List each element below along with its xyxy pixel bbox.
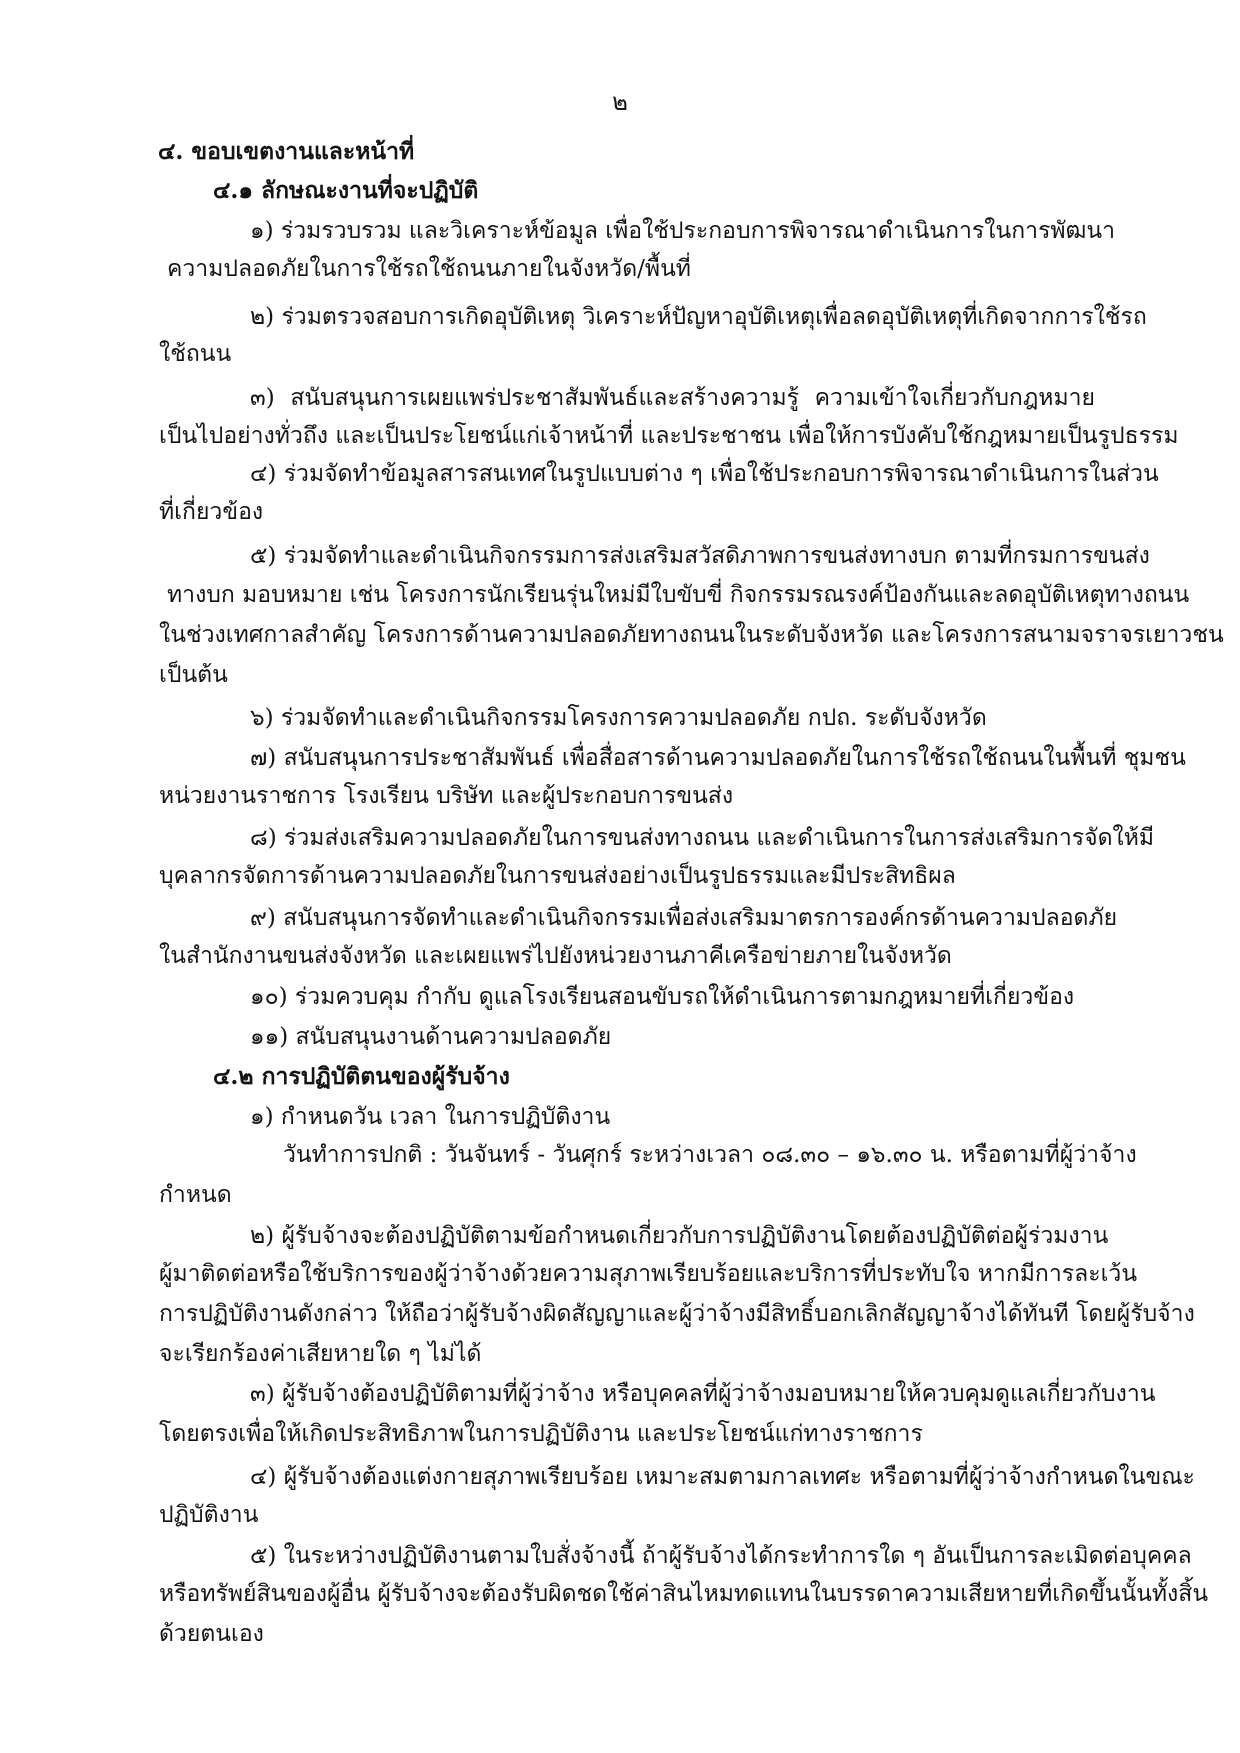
subsection-heading: ๔.๑ ลักษณะงานที่จะปฏิบัติ — [213, 177, 479, 204]
paragraph-line: หน่วยงานราชการ โรงเรียน บริษัท และผู้ประกอบการขนส่ง — [159, 783, 734, 809]
page-number: ๒ — [612, 88, 628, 116]
subsection-heading: ๔.๒ การปฏิบัติตนของผู้รับจ้าง — [213, 1063, 510, 1090]
paragraph-line: กำหนด — [159, 1182, 232, 1208]
paragraph-line: ๗) สนับสนุนการประชาสัมพันธ์ เพื่อสื่อสารด้านความปลอดภัยในการใช้รถใช้ถนนในพื้นที่ ชุมชน — [250, 745, 1186, 771]
paragraph-line: ๑๑) สนับสนุนงานด้านความปลอดภัย — [250, 1024, 612, 1050]
paragraph-line: หรือทรัพย์สินของผู้อื่น ผู้รับจ้างจะต้องรับผิดชดใช้ค่าสินไหมทดแทนในบรรดาความเสียหายที่เกิดขึ้นนั้นทั้งสิ้น — [159, 1581, 1209, 1607]
paragraph-line: ความปลอดภัยในการใช้รถใช้ถนนภายในจังหวัด/พื้นที่ — [167, 256, 691, 282]
paragraph-line: ในสำนักงานขนส่งจังหวัด และเผยแพร่ไปยังหน่วยงานภาคีเครือข่ายภายในจังหวัด — [159, 943, 952, 969]
paragraph-line: ๒) ผู้รับจ้างจะต้องปฏิบัติตามข้อกำหนดเกี่ยวกับการปฏิบัติงานโดยต้องปฏิบัติต่อผู้ร่วมงาน — [250, 1223, 1109, 1249]
paragraph-line: ๒) ร่วมตรวจสอบการเกิดอุบัติเหตุ วิเคราะห์ปัญหาอุบัติเหตุเพื่อลดอุบัติเหตุที่เกิดจากการใช้รถ — [250, 304, 1147, 330]
paragraph-line: ๓) สนับสนุนการเผยแพร่ประชาสัมพันธ์และสร้างความรู้ ความเข้าใจเกี่ยวกับกฎหมาย — [250, 385, 1095, 411]
paragraph-line: ๑) กำหนดวัน เวลา ในการปฏิบัติงาน — [250, 1104, 611, 1130]
paragraph-line: ปฏิบัติงาน — [159, 1502, 259, 1528]
paragraph-line: ผู้มาติดต่อหรือใช้บริการของผู้ว่าจ้างด้วยความสุภาพเรียบร้อยและบริการที่ประทับใจ หากมีการละเว้น — [159, 1261, 1138, 1287]
paragraph-line: โดยตรงเพื่อให้เกิดประสิทธิภาพในการปฏิบัติงาน และประโยชน์แก่ทางราชการ — [159, 1421, 923, 1447]
paragraph-line: ๔) ร่วมจัดทำข้อมูลสารสนเทศในรูปแบบต่าง ๆ เพื่อใช้ประกอบการพิจารณาดำเนินการในส่วน — [250, 461, 1159, 487]
paragraph-line: การปฏิบัติงานดังกล่าว ให้ถือว่าผู้รับจ้างผิดสัญญาและผู้ว่าจ้างมีสิทธิ์บอกเลิกสัญญาจ้างได้ทันที โดยผู้รับจ้าง — [159, 1301, 1195, 1327]
paragraph-line: เป็นต้น — [159, 662, 228, 688]
paragraph-line: ด้วยตนเอง — [159, 1621, 264, 1647]
paragraph-line: ในช่วงเทศกาลสำคัญ โครงการด้านความปลอดภัยทางถนนในระดับจังหวัด และโครงการสนามจราจรเยาวชน — [159, 622, 1224, 648]
paragraph-line: ๕) ในระหว่างปฏิบัติงานตามใบสั่งจ้างนี้ ถ้าผู้รับจ้างได้กระทำการใด ๆ อันเป็นการละเมิดต่อบุคคล — [250, 1543, 1192, 1569]
paragraph-line: ๓) ผู้รับจ้างต้องปฏิบัติตามที่ผู้ว่าจ้าง หรือบุคคลที่ผู้ว่าจ้างมอบหมายให้ควบคุมดูแลเกี่ยวกับงาน — [250, 1381, 1156, 1407]
paragraph-line: ที่เกี่ยวข้อง — [159, 499, 264, 525]
paragraph-line: ๑) ร่วมรวบรวม และวิเคราะห์ข้อมูล เพื่อใช้ประกอบการพิจารณาดำเนินการในการพัฒนา — [250, 218, 1115, 244]
paragraph-line: ๘) ร่วมส่งเสริมความปลอดภัยในการขนส่งทางถนน และดำเนินการในการส่งเสริมการจัดให้มี — [250, 825, 1155, 851]
paragraph-line: ๑๐) ร่วมควบคุม กำกับ ดูแลโรงเรียนสอนขับรถให้ดำเนินการตามกฎหมายที่เกี่ยวข้อง — [250, 984, 1075, 1010]
paragraph-line: ๔) ผู้รับจ้างต้องแต่งกายสุภาพเรียบร้อย เหมาะสมตามกาลเทศะ หรือตามที่ผู้ว่าจ้างกำหนดในขณะ — [250, 1464, 1195, 1490]
paragraph-line: จะเรียกร้องค่าเสียหายใด ๆ ไม่ได้ — [159, 1341, 482, 1367]
paragraph-line: ใช้ถนน — [159, 341, 232, 367]
paragraph-line: ทางบก มอบหมาย เช่น โครงการนักเรียนรุ่นใหม่มีใบขับขี่ กิจกรรมรณรงค์ป้องกันและลดอุบัติเหตุทางถนน — [167, 582, 1190, 608]
section-heading: ๔. ขอบเขตงานและหน้าที่ — [158, 138, 415, 165]
paragraph-line: บุคลากรจัดการด้านความปลอดภัยในการขนส่งอย่างเป็นรูปธรรมและมีประสิทธิผล — [159, 863, 956, 889]
paragraph-line: วันทำการปกติ : วันจันทร์ - วันศุกร์ ระหว่างเวลา ๐๘.๓๐ – ๑๖.๓๐ น. หรือตามที่ผู้ว่าจ้าง — [283, 1142, 1137, 1168]
paragraph-line: เป็นไปอย่างทั่วถึง และเป็นประโยชน์แก่เจ้าหน้าที่ และประชาชน เพื่อให้การบังคับใช้กฎหมายเป็นรูปธรรม — [159, 423, 1179, 449]
paragraph-line: ๕) ร่วมจัดทำและดำเนินกิจกรรมการส่งเสริมสวัสดิภาพการขนส่งทางบก ตามที่กรมการขนส่ง — [250, 543, 1150, 569]
paragraph-line: ๖) ร่วมจัดทำและดำเนินกิจกรรมโครงการความปลอดภัย กปถ. ระดับจังหวัด — [250, 705, 987, 731]
paragraph-line: ๙) สนับสนุนการจัดทำและดำเนินกิจกรรมเพื่อส่งเสริมมาตรการองค์กรด้านความปลอดภัย — [250, 905, 1118, 931]
